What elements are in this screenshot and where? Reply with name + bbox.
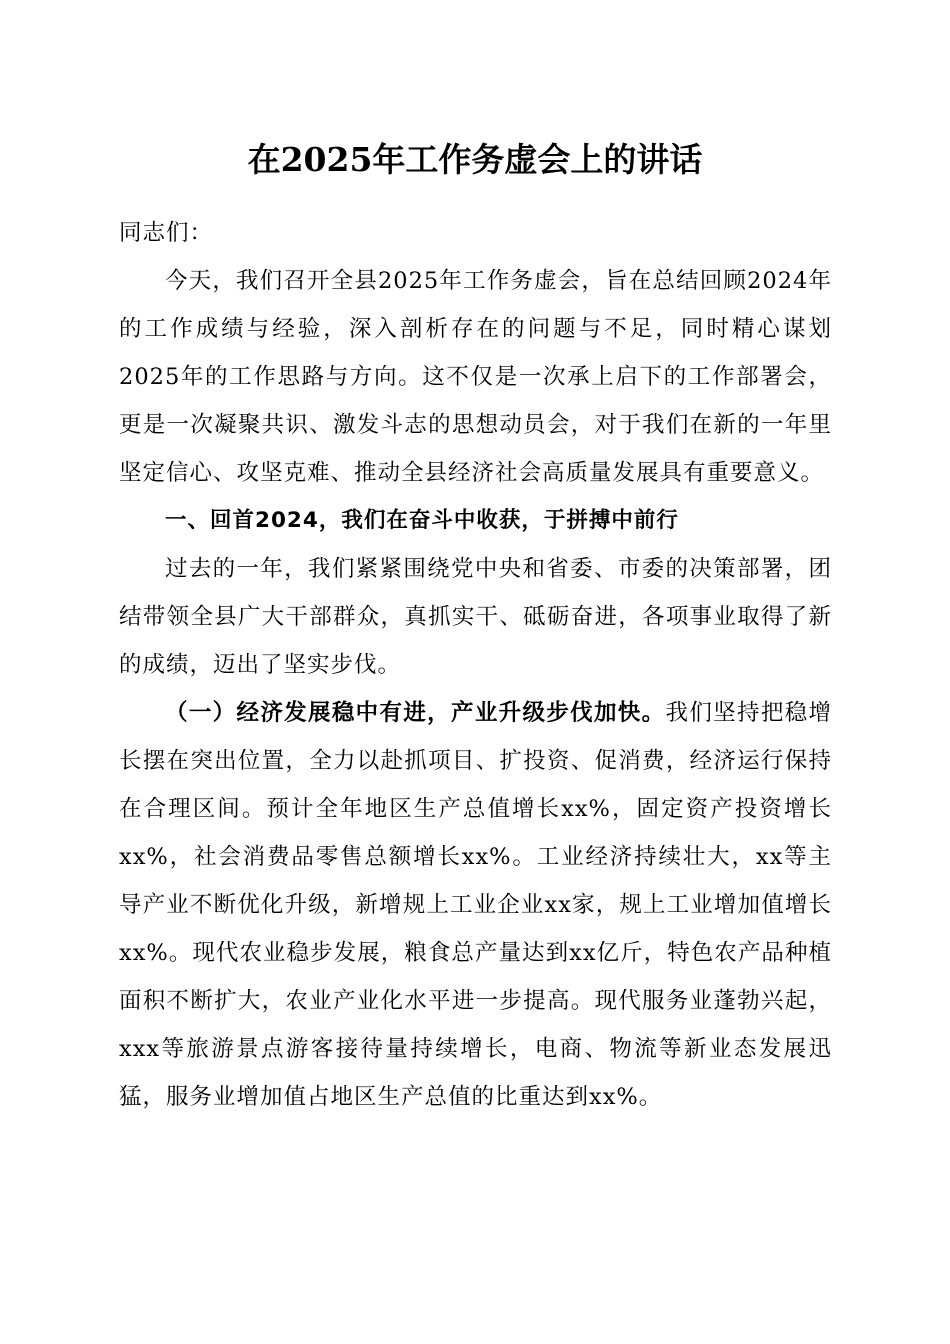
subsection-body: 我们坚持把稳增长摆在突出位置，全力以赴抓项目、扩投资、促消费，经济运行保持在合理区间。预计全年地区生产总值增长xx%，固定资产投资增长xx%，社会消费品零售总额增长xx%。工业经济持续壮大，xx等主导产业不断优化升级，新增规上工业企业xx家，规上工业增加值增长xx%。现代农业稳步发展，粮食总产量达到xx亿斤，特色农产品种植面积不断扩大，农业产业化水平进一步提高。现代服务业蓬勃兴起，xxx等旅游景点游客接待量持续增长，电商、物流等新业态发展迅猛，服务业增加值占地区生产总值的比重达到xx%。 bbox=[119, 700, 832, 1110]
subsection-paragraph bbox=[119, 689, 832, 1121]
document-body bbox=[119, 209, 832, 1121]
intro-paragraph: 今天，我们召开全县2025年工作务虚会，旨在总结回顾2024年的工作成绩与经验，深入剖析存在的问题与不足，同时精心谋划2025年的工作思路与方向。这不仅是一次承上启下的工作部署会，更是一次凝聚共识、激发斗志的思想动员会，对于我们在新的一年里坚定信心、攻坚克难、推动全县经济社会高质量发展具有重要意义。 bbox=[119, 268, 832, 486]
section-intro-paragraph: 过去的一年，我们紧紧围绕党中央和省委、市委的决策部署，团结带领全县广大干部群众，真抓实干、砥砺奋进，各项事业取得了新的成绩，迈出了坚实步伐。 bbox=[119, 556, 832, 678]
greeting: 同志们： bbox=[119, 220, 214, 246]
subsection-title: （一）经济发展稳中有进，产业升级步伐加快。 bbox=[165, 700, 666, 726]
section-heading: 一、回首2024，我们在奋斗中收获，于拼搏中前行 bbox=[165, 508, 679, 533]
document-title: 在2025年工作务虚会上的讲话 bbox=[247, 140, 703, 179]
